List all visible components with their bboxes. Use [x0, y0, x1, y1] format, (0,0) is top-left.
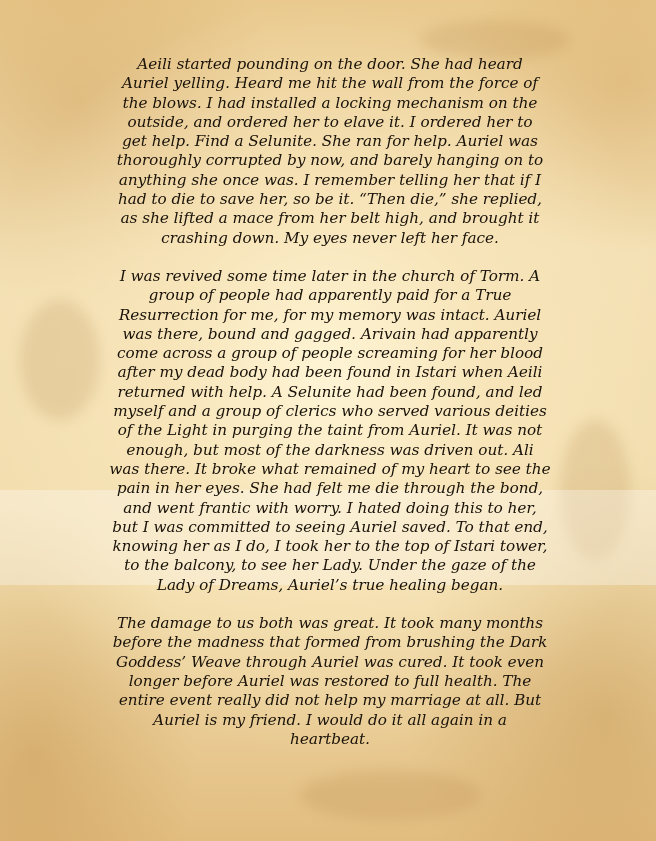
paragraph: The damage to us both was great. It took many months before the madness that formed from brushing the Dark Goddess’ Weave through Auriel was cured. It took even longer before Auriel was restored to full health. The entire event really did not help my marriage at all. But Auriel is my friend. I would do it all again in a heartbeat. — [112, 614, 548, 748]
paragraph: I was revived some time later in the church of Torm. A group of people had apparently paid for a True Resurrection for me, for my memory was intact. Auriel was there, bound and gagged. Arivain had apparently come across a group of people screaming for her blood after my dead body had been found in Istari when Aeili returned with help. A Selunite had been found, and led myself and a group of clerics who served various deities of the Light in purging the taint from Auriel. It was not enough, but most of the darkness was driven out. Ali was there. It broke what remained of my heart to see the pain in her eyes. She had felt me die through the bond, and went frantic with worry. I hated doing this to her, but I was committed to seeing Auriel saved. To that end, knowing her as I do, I took her to the top of Istari tower, to the balcony, to see her Lady. Under the gaze of the Lady of Dreams, Auriel’s true healing began. — [109, 266, 551, 594]
story-text — [60, 55, 600, 768]
paragraph: Aeili started pounding on the door. She had heard Auriel yelling. Heard me hit the wall from the force of the blows. I had installed a locking mechanism on the outside, and ordered her to elave it. I ordered her to get help. Find a Selunite. She ran for help. Auriel was thoroughly corrupted by now, and barely hanging on to anything she once was. I remember telling her that if I had to die to save her, so be it. “Then die,” she replied, as she lifted a mace from her belt high, and brought it crashing down. My eyes never left her face. — [116, 55, 544, 247]
parchment-stain — [420, 20, 570, 60]
parchment-stain — [300, 770, 480, 820]
